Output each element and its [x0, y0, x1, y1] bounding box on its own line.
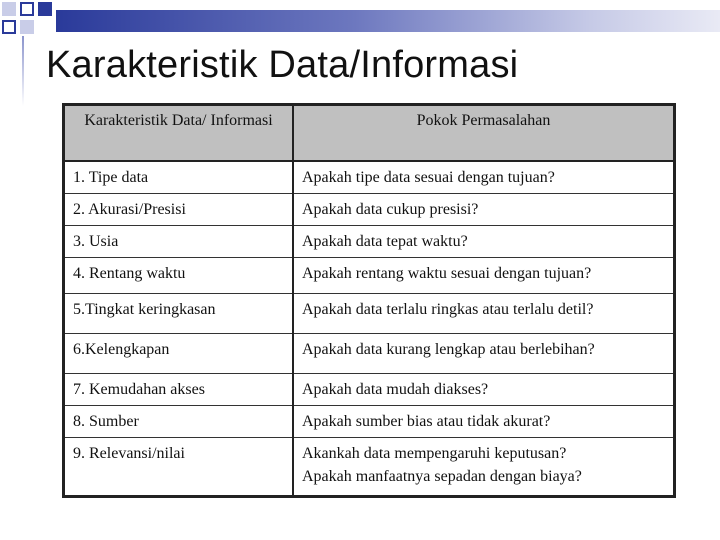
- characteristic-cell: 9. Relevansi/nilai: [65, 438, 293, 496]
- decorative-square: [20, 2, 34, 16]
- problem-cell: Apakah sumber bias atau tidak akurat?: [293, 406, 673, 438]
- characteristic-cell: 5.Tingkat keringkasan: [65, 294, 293, 334]
- decorative-gradient-bar: [56, 10, 720, 32]
- table-row: [65, 374, 673, 406]
- table-header-row: [65, 106, 673, 161]
- decorative-square: [38, 2, 52, 16]
- characteristic-cell: 7. Kemudahan akses: [65, 374, 293, 406]
- decorative-square: [20, 20, 34, 34]
- table-row: [65, 258, 673, 294]
- table-row: [65, 226, 673, 258]
- characteristic-cell: 6.Kelengkapan: [65, 334, 293, 374]
- problem-line: Apakah manfaatnya sepadan dengan biaya?: [302, 468, 582, 485]
- table-row: [65, 406, 673, 438]
- characteristic-cell: 2. Akurasi/Presisi: [65, 194, 293, 226]
- characteristic-cell: 3. Usia: [65, 226, 293, 258]
- characteristics-table: [62, 103, 676, 498]
- problem-cell: Apakah data tepat waktu?: [293, 226, 673, 258]
- table-row: [65, 161, 673, 194]
- characteristic-cell: 4. Rentang waktu: [65, 258, 293, 294]
- decorative-divider: [22, 36, 24, 106]
- table-row: [65, 194, 673, 226]
- problem-cell: Apakah data cukup presisi?: [293, 194, 673, 226]
- table-row: [65, 294, 673, 334]
- problem-cell: Apakah data mudah diakses?: [293, 374, 673, 406]
- problem-cell: [293, 438, 673, 496]
- problem-cell: Apakah data terlalu ringkas atau terlalu detil?: [293, 294, 673, 334]
- column-header-characteristic: Karakteristik Data/ Informasi: [65, 106, 293, 161]
- characteristic-cell: 1. Tipe data: [65, 161, 293, 194]
- table-row: [65, 438, 673, 496]
- problem-cell: Apakah rentang waktu sesuai dengan tujuan?: [293, 258, 673, 294]
- characteristic-cell: 8. Sumber: [65, 406, 293, 438]
- problem-line: Akankah data mempengaruhi keputusan?: [302, 445, 567, 462]
- decorative-square: [2, 2, 16, 16]
- column-header-problem: Pokok Permasalahan: [293, 106, 673, 161]
- table-row: [65, 334, 673, 374]
- problem-cell: Apakah data kurang lengkap atau berlebihan?: [293, 334, 673, 374]
- problem-cell: Apakah tipe data sesuai dengan tujuan?: [293, 161, 673, 194]
- decorative-square: [2, 20, 16, 34]
- page-title: Karakteristik Data/Informasi: [46, 44, 519, 86]
